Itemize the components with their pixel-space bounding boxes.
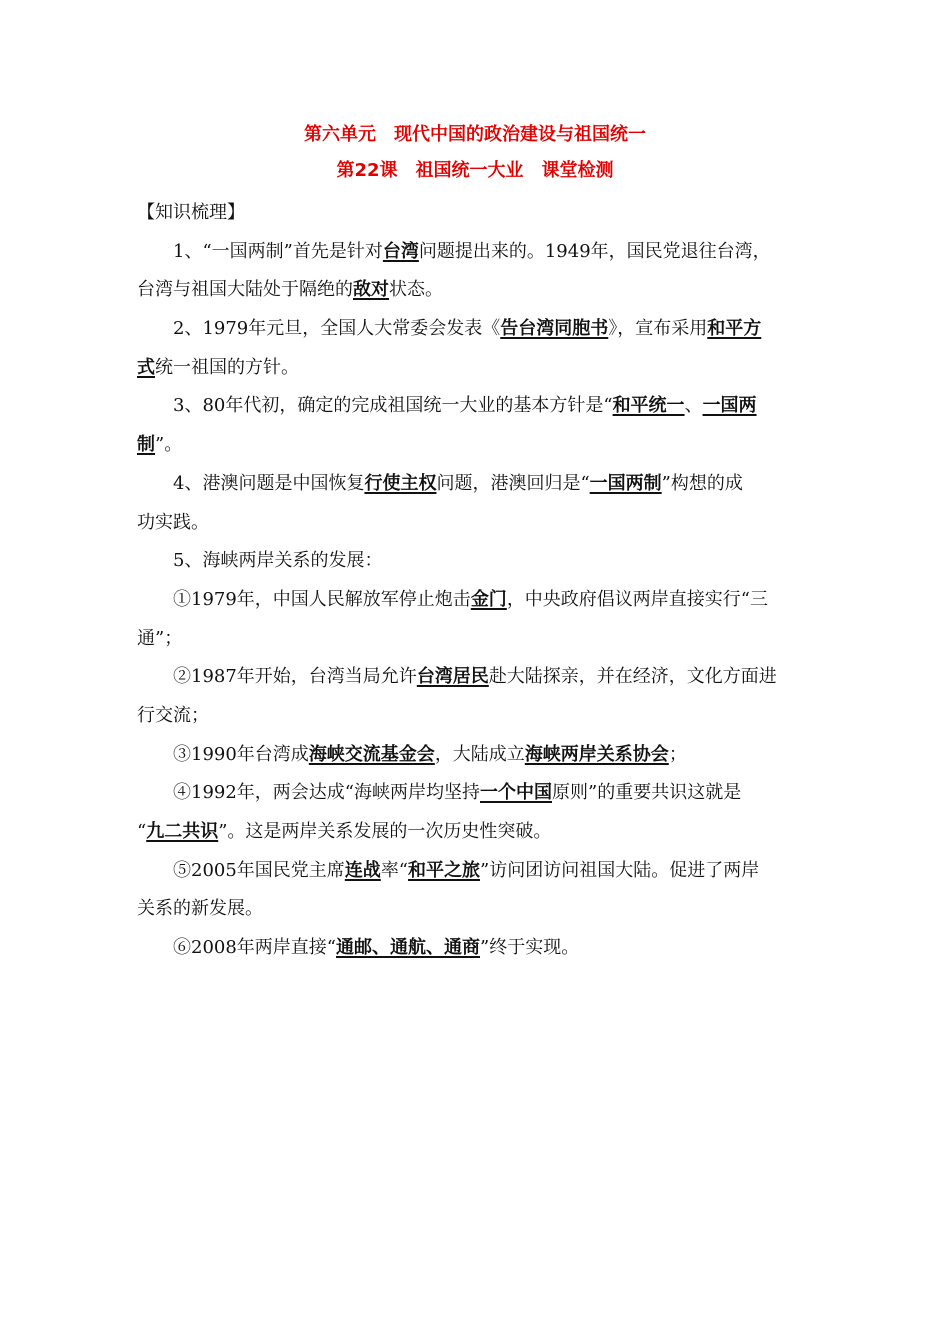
text-segment: 行交流； bbox=[137, 704, 209, 726]
unit-title: 第六单元 现代中国的政治建设与祖国统一 bbox=[304, 124, 646, 145]
text-segment: ”构想的成 bbox=[661, 472, 743, 494]
answer-blank: 式 bbox=[137, 356, 155, 378]
text-segment: 功实践。 bbox=[137, 511, 209, 533]
answer-blank: 海峡两岸关系协会 bbox=[524, 743, 669, 765]
item-5-line-2 bbox=[137, 890, 817, 929]
text-segment: 5、海峡两岸关系的发展： bbox=[173, 550, 383, 572]
text-segment: 状态。 bbox=[389, 279, 443, 301]
text-segment: 赴大陆探亲，并在经济，文化方面进 bbox=[488, 666, 777, 688]
text-segment: 统一祖国的方针。 bbox=[155, 356, 299, 378]
text-segment: 问题提出来的。1949年，国民党退往台湾， bbox=[418, 240, 771, 262]
text-segment: 、 bbox=[684, 395, 703, 417]
text-segment: ⑥2008年两岸直接“ bbox=[173, 937, 337, 959]
text-segment: 率“ bbox=[380, 859, 409, 881]
paragraph-2-line-1 bbox=[137, 310, 817, 349]
answer-blank: 敌对 bbox=[353, 279, 389, 301]
answer-blank: 告台湾同胞书 bbox=[500, 318, 609, 340]
item-2-line-2 bbox=[137, 697, 817, 736]
text-segment: ④1992年，两会达成“海峡两岸均坚持 bbox=[173, 782, 481, 804]
text-segment: ③1990年台湾成 bbox=[173, 743, 309, 765]
answer-blank: 金门 bbox=[470, 588, 507, 610]
paragraph-2-line-2 bbox=[137, 349, 817, 388]
answer-blank: 和平统一 bbox=[612, 395, 685, 417]
text-segment: ，大陆成立 bbox=[434, 743, 525, 765]
text-segment: ”访问团访问祖国大陆。促进了两岸 bbox=[480, 859, 760, 881]
item-6-line-1 bbox=[137, 929, 817, 968]
text-segment: “ bbox=[137, 821, 147, 842]
answer-blank: 通邮、通航、通商 bbox=[336, 937, 481, 959]
answer-blank: 海峡交流基金会 bbox=[308, 743, 435, 765]
text-segment: 台湾与祖国大陆处于隔绝的 bbox=[137, 279, 353, 301]
answer-blank: 和平方 bbox=[707, 318, 762, 340]
text-segment: ”。 bbox=[155, 434, 183, 456]
paragraph-3-line-1 bbox=[137, 387, 817, 426]
answer-blank: 一国两 bbox=[702, 395, 757, 417]
answer-blank: 台湾 bbox=[382, 240, 419, 262]
answer-blank: 九二共识 bbox=[146, 821, 219, 842]
lesson-title: 第22课 祖国统一大业 课堂检测 bbox=[336, 160, 614, 181]
text-segment: 4、港澳问题是中国恢复 bbox=[173, 472, 365, 494]
item-4-line-2 bbox=[137, 813, 817, 852]
text-segment: ，中央政府倡议两岸直接实行“三 bbox=[506, 588, 769, 610]
text-segment: 1、“一国两制”首先是针对 bbox=[173, 240, 383, 262]
answer-blank: 制 bbox=[137, 434, 155, 456]
text-segment: 原则”的重要共识这就是 bbox=[552, 782, 742, 804]
paragraph-4-line-1 bbox=[137, 465, 817, 504]
document-body bbox=[137, 194, 817, 968]
text-segment: 》，宣布采用 bbox=[608, 318, 708, 340]
item-5-line-1 bbox=[137, 852, 817, 891]
text-segment: ⑤2005年国民党主席 bbox=[173, 859, 345, 881]
answer-blank: 台湾居民 bbox=[416, 666, 489, 688]
text-segment: 问题，港澳回归是“ bbox=[436, 472, 590, 494]
item-2-line-1 bbox=[137, 658, 817, 697]
text-segment: 通”； bbox=[137, 627, 183, 649]
answer-blank: 一国两制 bbox=[589, 472, 662, 494]
text-segment: ”。这是两岸关系发展的一次历史性突破。 bbox=[218, 821, 552, 842]
paragraph-3-line-2 bbox=[137, 426, 817, 465]
answer-blank: 和平之旅 bbox=[408, 859, 481, 881]
answer-blank: 一个中国 bbox=[480, 782, 553, 804]
text-segment: ； bbox=[668, 743, 687, 765]
answer-blank: 连战 bbox=[344, 859, 381, 881]
section-label: 【知识梳理】 bbox=[137, 202, 245, 223]
paragraph-4-line-2 bbox=[137, 504, 817, 543]
text-segment: ②1987年开始，台湾当局允许 bbox=[173, 666, 417, 688]
text-segment: 2、1979年元旦，全国人大常委会发表《 bbox=[173, 318, 501, 340]
answer-blank: 行使主权 bbox=[364, 472, 437, 494]
item-4-line-1 bbox=[137, 774, 817, 813]
item-3-line-1 bbox=[137, 736, 817, 775]
text-segment: ”终于实现。 bbox=[480, 937, 580, 959]
item-1-line-2 bbox=[137, 620, 817, 659]
paragraph-1-line-1 bbox=[137, 233, 817, 272]
text-segment: 3、80年代初，确定的完成祖国统一大业的基本方针是“ bbox=[173, 395, 613, 417]
item-1-line-1 bbox=[137, 581, 817, 620]
text-segment: 关系的新发展。 bbox=[137, 898, 263, 920]
text-segment: ①1979年，中国人民解放军停止炮击 bbox=[173, 588, 471, 610]
paragraph-5-heading bbox=[137, 542, 817, 581]
paragraph-1-line-2 bbox=[137, 271, 817, 310]
